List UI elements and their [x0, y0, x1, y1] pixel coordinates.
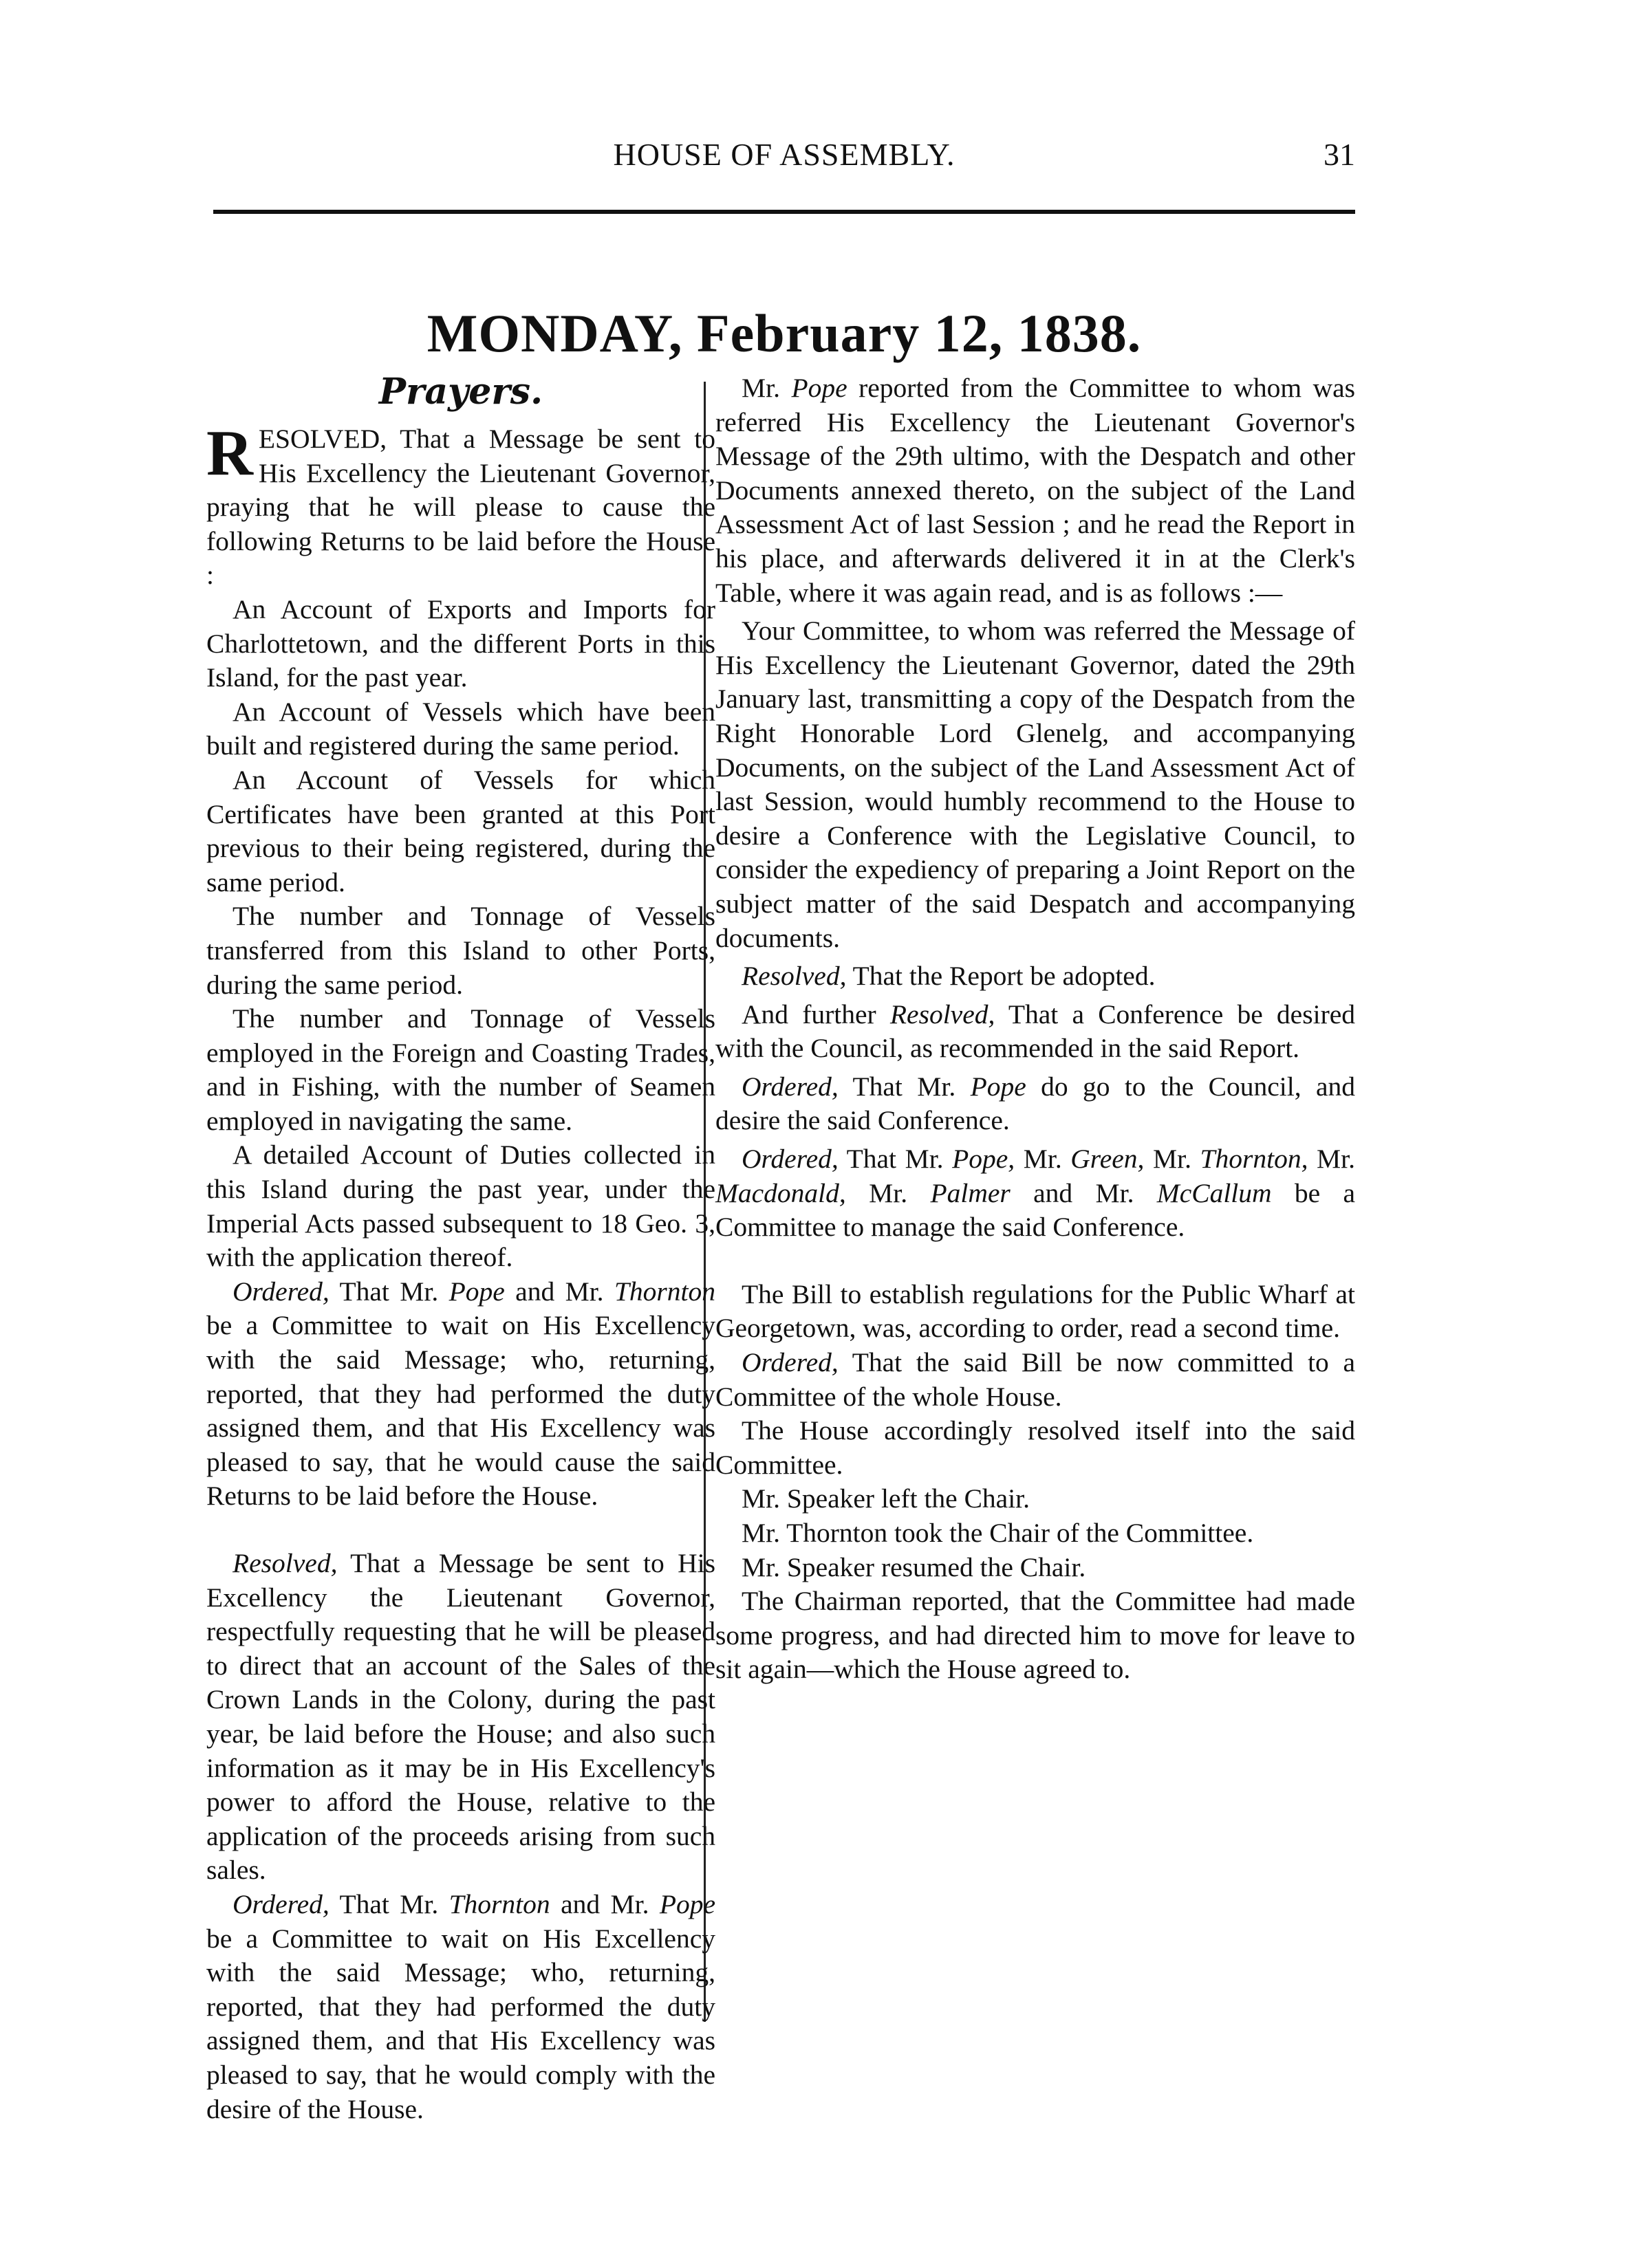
- text: That the Report be adopted.: [852, 961, 1156, 992]
- paragraph: The number and Tonnage of Vessels transferred from this Island to other Ports, during the same period.: [206, 901, 715, 1000]
- text: be a Committee to wait on His Excellency with the said Message; who, returning, reported, that they had performed the duty assigned them, and that His Excellency was pleased to say, that he would comply with the desire of the House.: [206, 1923, 715, 2124]
- text: Mr.: [1317, 1144, 1356, 1175]
- text: and Mr.: [561, 1888, 649, 1919]
- paragraph: An Account of Vessels for which Certificates have been granted at this Port previous to their being registered, during the same period.: [206, 764, 715, 897]
- ordered-label: Ordered,: [742, 1347, 839, 1378]
- text: reported from the Committee to whom was referred His Excellency the Lieutenant Governor's Message of the 29th ultimo, with the Despatch and other Documents annexed thereto, on the subject of the Land Assessment Act of last Session ; and he read the Report in his place, and afterwards delivered it in at the Clerk's Table, where it was again read, and is as follows :—: [715, 373, 1356, 608]
- drop-cap: R: [206, 417, 253, 489]
- member-name: Thornton: [449, 1888, 550, 1919]
- right-column: [715, 371, 1355, 1687]
- resolved-label: Resolved,: [742, 961, 847, 992]
- member-name: Thornton: [614, 1276, 716, 1307]
- paragraph: [206, 417, 715, 593]
- text: Mr.: [1023, 1144, 1062, 1175]
- text: That a Message be sent to His Excellency the Lieutenant Governor, respectfully requesting that he will be pleased to direct that an account of the Sales of the Crown Lands in the Colony, during the past year, be laid before the House; and also such information as it may be in His Excellency's power to afford the House, relative to the application of the proceeds arising from such sales.: [206, 1548, 715, 1886]
- member-name: Green,: [1070, 1144, 1145, 1175]
- paragraph: An Account of Exports and Imports for Charlottetown, and the different Ports in this Island, for the past year.: [206, 593, 715, 693]
- paragraph: [715, 959, 1355, 994]
- paragraph-text: ESOLVED, That a Message be sent to His Excellency the Lieutenant Governor, praying that he will please to cause the following Returns to be laid before the House :: [206, 424, 715, 591]
- text: be a Committee to wait on His Excellency with the said Message; who, returning, reported, that they had performed the duty assigned them, and that His Excellency was pleased to say, that he would cause the said Returns to be laid before the House.: [206, 1310, 715, 1512]
- member-name: Macdonald,: [715, 1177, 846, 1208]
- paragraph: [206, 1275, 715, 1514]
- text: That Mr.: [339, 1276, 439, 1307]
- paragraph: [715, 998, 1355, 1066]
- text: do go to the Council, and desire the said Conference.: [715, 1071, 1356, 1136]
- text: That the said Bill be now committed to a Committee of the whole House.: [715, 1347, 1355, 1412]
- prayers-heading: Prayers.: [378, 371, 543, 413]
- running-head: [213, 131, 1355, 179]
- date-heading: MONDAY, February 12, 1838.: [426, 303, 1142, 363]
- text: be a Committee to manage the said Conference.: [715, 1177, 1356, 1243]
- ordered-label: Ordered,: [742, 1144, 839, 1175]
- paragraph: Mr. Thornton took the Chair of the Committee.: [742, 1518, 1254, 1548]
- paragraph: Your Committee, to whom was referred the Message of His Excellency the Lieutenant Governor, dated the 29th January last, transmitting a copy of the Despatch from the Right Honorable Lord Glenelg, and accompanying Documents, on the subject of the Land Assessment Act of last Session, would humbly recommend to the House to desire a Conference with the Legislative Council, to consider the expediency of preparing a Joint Report on the subject matter of the said Despatch and accompanying documents.: [715, 615, 1355, 953]
- text: That a Conference be desired with the Council, as recommended in the said Report.: [715, 999, 1355, 1064]
- member-name: Pope,: [952, 1144, 1015, 1175]
- paragraph: Mr. Speaker left the Chair.: [742, 1483, 1030, 1514]
- member-name: Palmer: [930, 1177, 1011, 1208]
- ordered-label: Ordered,: [233, 1888, 330, 1919]
- paragraph: The number and Tonnage of Vessels employed in the Foreign and Coasting Trades, and in Fishing, with the number of Seamen employed in navigating the same.: [206, 1003, 715, 1136]
- paragraph: The Bill to establish regulations for the Public Wharf at Georgetown, was, according to order, read a second time.: [715, 1278, 1355, 1344]
- member-name: Pope: [791, 373, 847, 403]
- running-title: HOUSE OF ASSEMBLY.: [613, 137, 955, 172]
- member-name: Pope: [970, 1071, 1026, 1102]
- text: Mr.: [742, 373, 780, 403]
- member-name: Thornton,: [1200, 1144, 1308, 1175]
- paragraph: The Chairman reported, that the Committee had made some progress, and had directed him to move for leave to sit again—which the House agreed to.: [715, 1586, 1355, 1685]
- resolved-label: Resolved,: [233, 1548, 338, 1578]
- paragraph: Mr. Speaker resumed the Chair.: [742, 1551, 1086, 1582]
- paragraph: An Account of Vessels which have been built and registered during the same period.: [206, 696, 715, 761]
- paragraph: A detailed Account of Duties collected in this Island during the past year, under the Imperial Acts passed subsequent to 18 Geo. 3, with the application thereof.: [206, 1140, 715, 1273]
- paragraph: [715, 1142, 1355, 1245]
- paragraph: [206, 1888, 715, 2126]
- ordered-label: Ordered,: [233, 1276, 330, 1307]
- paragraph: [206, 1547, 715, 1888]
- paragraph: [715, 1346, 1355, 1414]
- resolved-label: Resolved,: [889, 999, 995, 1029]
- text: That Mr.: [339, 1888, 439, 1919]
- ordered-label: Ordered,: [742, 1071, 839, 1102]
- member-name: McCallum: [1156, 1177, 1272, 1208]
- page-number: 31: [1324, 137, 1355, 172]
- member-name: Pope: [659, 1888, 716, 1919]
- text: Mr.: [869, 1177, 908, 1208]
- text: and Mr.: [515, 1276, 604, 1307]
- text: and Mr.: [1033, 1177, 1134, 1208]
- header-rule: [213, 210, 1355, 214]
- paragraph: [715, 1070, 1355, 1138]
- member-name: Pope: [449, 1276, 505, 1307]
- paragraph: [715, 371, 1355, 610]
- paragraph: The House accordingly resolved itself into the said Committee.: [715, 1415, 1355, 1480]
- text: Mr.: [1152, 1144, 1191, 1175]
- left-column: [206, 371, 715, 2126]
- text: That Mr.: [852, 1071, 956, 1102]
- text: And further: [742, 999, 876, 1029]
- text: That Mr.: [846, 1144, 944, 1175]
